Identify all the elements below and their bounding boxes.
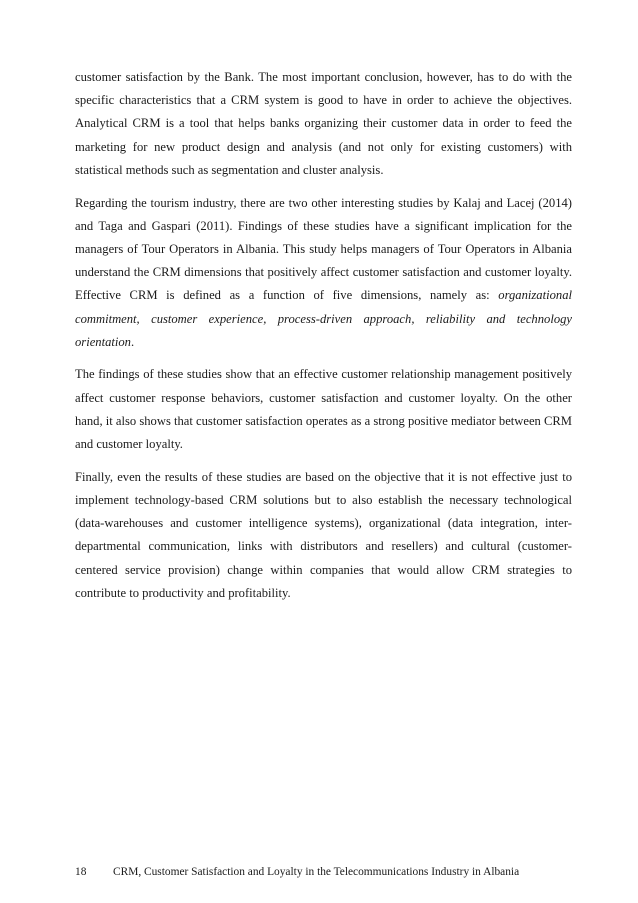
page-number: 18 <box>75 866 87 878</box>
paragraph-tourism-studies <box>75 192 572 354</box>
paragraph-tourism-end: . <box>130 334 135 349</box>
paragraph-conclusion: Finally, even the results of these studies are based on the objective that it is not effective just to implement technology-based CRM solutions but to also establish the necessary technological (data-warehouses and customer intelligence systems), organizational (data integration, inter-departmental communication, links with distributors and resellers) and cultural (customer-centered service provision) change within companies that would allow CRM strategies to contribute to productivity and profitability. <box>75 469 572 600</box>
paragraph-bank-conclusion: customer satisfaction by the Bank. The most important conclusion, however, has to do with the specific characteristics that a CRM system is good to have in order to achieve the objectives. Analytical CRM is a tool that helps banks organizing their customer data in order to feed the marketing for new product design and analysis (and not only for existing customers) with statistical methods such as segmentation and cluster analysis. <box>75 70 572 177</box>
running-title: CRM, Customer Satisfaction and Loyalty in the Telecommunications Industry in Albania <box>113 866 520 878</box>
paragraph-findings: The findings of these studies show that an effective customer relationship management positively affect customer response behaviors, customer satisfaction and customer loyalty. On the other hand, it also shows that customer satisfaction operates as a strong positive mediator between CRM and customer loyalty. <box>75 367 572 452</box>
paragraph-tourism-text: Regarding the tourism industry, there are two other interesting studies by Kalaj and Lacej (2014) and Taga and Gaspari (2011). Findings of these studies have a significant implication for the managers of Tour Operators in Albania. This study helps managers of Tour Operators in Albania understand the CRM dimensions that positively affect customer satisfaction and customer loyalty. Effective CRM is defined as a function of five dimensions, namely as: <box>75 195 572 303</box>
body-text <box>75 66 572 614</box>
crm-dimensions-italic: organizational commitment, customer experience, process-driven approach, reliability and technology orientation <box>75 288 572 349</box>
page-footer <box>75 865 572 879</box>
